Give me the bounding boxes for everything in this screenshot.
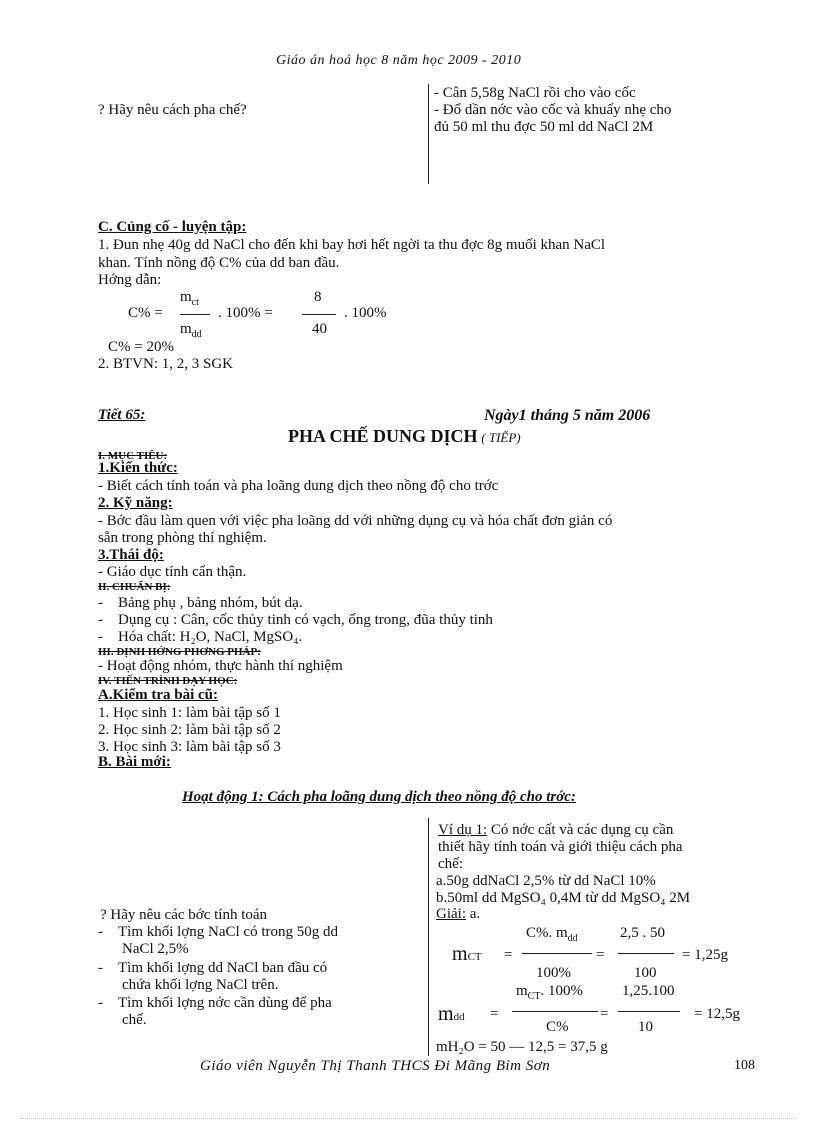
answer-line: đủ 50 ml thu đợc 50 ml dd NaCl 2M xyxy=(434,119,654,135)
method-heading: III. ĐỊNH HỚNG PHƠNG PHÁP: xyxy=(98,646,261,658)
table-divider xyxy=(428,84,429,184)
process-heading: IV. TIẾN TRÌNH DẠY HỌC: xyxy=(98,675,238,687)
check-item: 3. Học sinh 3: làm bài tập số 3 xyxy=(98,739,281,755)
knowledge-heading: 1.Kiến thức: xyxy=(98,460,178,476)
water-mass-formula: mH₂O = 50 — 12,5 = 37,5 g xyxy=(436,1039,608,1055)
result-text: C% = 20% xyxy=(108,339,174,355)
prep-item: - Hóa chất: H₂O, NaCl, MgSO₄. xyxy=(98,629,303,645)
homework-text: 2. BTVN: 1, 2, 3 SGK xyxy=(98,356,234,372)
guide-label: Hớng dẫn: xyxy=(98,272,162,288)
skill-text: sẵn trong phòng thí nghiệm. xyxy=(98,530,267,546)
attitude-text: - Giáo dục tính cẩn thận. xyxy=(98,564,247,580)
lesson-number: Tiết 65: xyxy=(98,407,146,423)
activity-title: Hoạt động 1: Cách pha loãng dung dịch theo nồng độ cho trớc: xyxy=(182,789,576,805)
prep-heading: II. CHUẨN BỊ: xyxy=(98,581,171,593)
example-text: thiết hãy tính toán và giới thiệu cách pha xyxy=(438,839,683,855)
lesson-title: PHA CHẾ DUNG DỊCH ( TIẾP) xyxy=(288,426,521,446)
knowledge-text: - Biết cách tính toán và pha loãng dung dịch theo nồng độ cho trớc xyxy=(98,478,499,494)
attitude-heading: 3.Thái độ: xyxy=(98,547,164,563)
example-text: chế: xyxy=(438,856,463,872)
step-item: - Tìm khối lợng nớc cần dùng để pha xyxy=(98,995,332,1011)
step-item: chế. xyxy=(122,1012,147,1028)
section-heading: C. Củng cố - luyện tập: xyxy=(98,219,247,235)
example-case: b.50ml dd MgSO₄ 0,4M từ dd MgSO₄ 2M xyxy=(436,890,691,906)
activity-question: ? Hãy nêu các bớc tính toán xyxy=(100,907,268,923)
lesson-date: Ngày1 tháng 5 năm 2006 xyxy=(484,407,651,424)
question-text: ? Hãy nêu cách pha chế? xyxy=(98,102,247,118)
step-item: NaCl 2,5% xyxy=(122,941,189,957)
page-header: Giáo án hoá học 8 năm học 2009 - 2010 xyxy=(276,53,522,68)
page-footer: Giáo viên Nguyễn Thị Thanh THCS Đi Mãng Bỉm Sơn xyxy=(200,1058,551,1074)
method-text: - Hoạt động nhóm, thực hành thí nghiệm xyxy=(98,658,343,674)
check-item: 2. Học sinh 2: làm bài tập số 2 xyxy=(98,722,281,738)
skill-heading: 2. Kỹ năng: xyxy=(98,495,173,511)
prep-item: - Bảng phụ , bảng nhóm, bút dạ. xyxy=(98,595,303,611)
page-number: 108 xyxy=(734,1058,755,1073)
step-item: chứa khối lợng NaCl trên. xyxy=(122,977,279,993)
prep-item: - Dụng cụ : Cân, cốc thủy tinh có vạch, ống trong, đũa thủy tinh xyxy=(98,612,493,628)
objectives-heading: I. MỤC TIÊU: xyxy=(98,450,168,462)
example-text: Ví dụ 1: Có nớc cất và các dụng cụ cần xyxy=(438,822,674,838)
answer-line: - Cân 5,58g NaCl rồi cho vào cốc xyxy=(434,85,636,101)
page-edge xyxy=(20,1118,796,1119)
step-item: - Tìm khối lợng dd NaCl ban đầu có xyxy=(98,960,328,976)
exercise-text: khan. Tính nồng độ C% của dd ban đầu. xyxy=(98,255,340,271)
check-heading: A.Kiểm tra bài cũ: xyxy=(98,687,218,703)
skill-text: - Bớc đầu làm quen với việc pha loãng dd với những dụng cụ và hóa chất đơn giản có xyxy=(98,513,613,529)
solution-label: Giải: a. xyxy=(436,906,481,922)
step-item: - Tìm khối lợng NaCl có trong 50g dd xyxy=(98,924,338,940)
check-item: 1. Học sinh 1: làm bài tập số 1 xyxy=(98,705,281,721)
new-lesson-heading: B. Bài mới: xyxy=(98,754,171,770)
example-case: a.50g ddNaCl 2,5% từ dd NaCl 10% xyxy=(436,873,656,889)
table-divider xyxy=(428,818,429,1056)
exercise-text: 1. Đun nhẹ 40g dd NaCl cho đến khi bay hơi hết ngời ta thu đợc 8g muối khan NaCl xyxy=(98,237,606,253)
answer-line: - Đổ dần nớc vào cốc và khuấy nhẹ cho xyxy=(434,102,672,118)
